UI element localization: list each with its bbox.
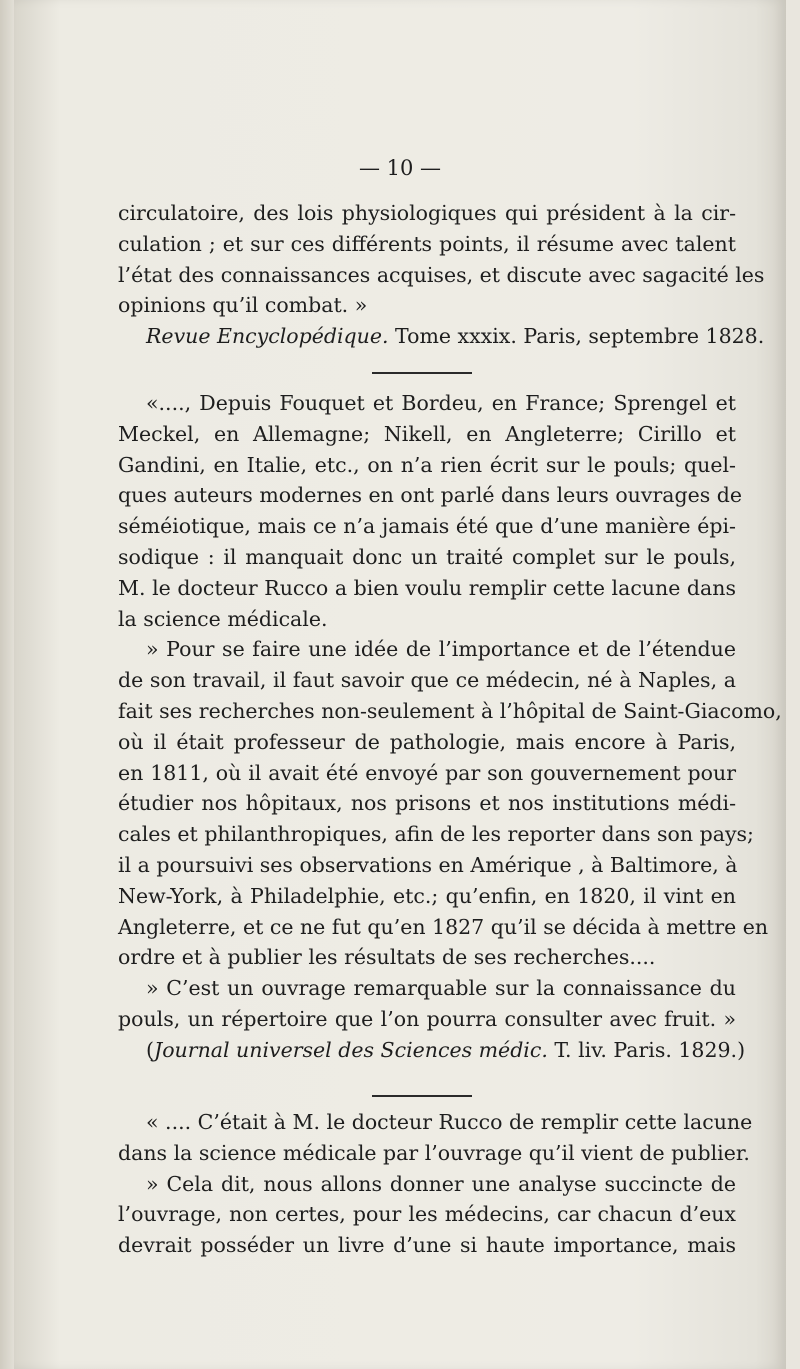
text-line: où il était professeur de pathologie, mais encore à Paris, <box>118 729 736 754</box>
citation-journal <box>118 1035 746 1066</box>
text-line: cales et philanthropiques, afin de les reporter dans son pays; <box>118 822 754 847</box>
citation-revue <box>118 321 765 352</box>
text-line: opinions qu’il combat. » <box>118 293 368 318</box>
text-line: culation ; et sur ces différents points, il résume avec talent <box>118 231 736 256</box>
citation-title: Journal universel des Sciences médic. <box>154 1037 548 1062</box>
text-line: il a poursuivi ses observations en Amérique , à Baltimore, à <box>118 852 738 877</box>
text-line: pouls, un répertoire que l’on pourra consulter avec fruit. » <box>118 1006 736 1031</box>
text-line: ques auteurs modernes en ont parlé dans leurs ouvrages de <box>118 483 743 508</box>
text-line: étudier nos hôpitaux, nos prisons et nos institutions médi- <box>118 791 736 816</box>
text-block-2 <box>118 388 782 1066</box>
separator-rule <box>372 372 472 374</box>
text-line: New-York, à Philadelphie, etc.; qu’enfin, en 1820, il vint en <box>118 883 736 908</box>
text-line: l’ouvrage, non certes, pour les médecins, car chacun d’eux <box>118 1202 736 1227</box>
citation-details: Tome xxxix. Paris, septembre 1828. <box>388 324 765 349</box>
page-number: — 10 — <box>358 156 442 180</box>
separator-rule <box>372 1095 472 1097</box>
text-line: Gandini, en Italie, etc., on n’a rien écrit sur le pouls; quel- <box>118 452 736 477</box>
citation-title: Revue Encyclopédique. <box>146 324 389 349</box>
text-line: M. le docteur Rucco a bien voulu remplir cette lacune dans <box>118 575 736 600</box>
text-line: la science médicale. <box>118 606 328 631</box>
text-line: de son travail, il faut savoir que ce médecin, né à Naples, a <box>118 668 736 693</box>
text-line: » C’est un ouvrage remarquable sur la connaissance du <box>146 976 736 1001</box>
text-block-1 <box>118 198 765 352</box>
text-line: Meckel, en Allemagne; Nikell, en Angleterre; Cirillo et <box>118 421 736 446</box>
page-edge <box>0 0 14 1369</box>
text-line: fait ses recherches non-seulement à l’hôpital de Saint-Giacomo, <box>118 698 782 723</box>
text-line: sodique : il manquait donc un traité complet sur le pouls, <box>118 544 736 569</box>
text-line: devrait posséder un livre d’une si haute importance, mais <box>118 1233 736 1258</box>
text-line: l’état des connaissances acquises, et discute avec sagacité les <box>118 262 765 287</box>
text-line: « .... C’était à M. le docteur Rucco de remplir cette lacune <box>146 1110 753 1134</box>
text-block-3 <box>118 1107 753 1261</box>
text-line: ordre et à publier les résultats de ses recherches.... <box>118 945 656 970</box>
text-line: en 1811, où il avait été envoyé par son gouvernement pour <box>118 760 736 785</box>
text-line: » Cela dit, nous allons donner une analyse succincte de <box>146 1171 736 1196</box>
text-line: circulatoire, des lois physiologiques qui président à la cir- <box>118 201 736 225</box>
text-line: séméiotique, mais ce n’a jamais été que d’une manière épi- <box>118 514 736 539</box>
text-line: » Pour se faire une idée de l’importance et de l’étendue <box>146 637 736 662</box>
text-line: Angleterre, et ce ne fut qu’en 1827 qu’il se décida à mettre en <box>118 914 769 939</box>
citation-open: ( <box>146 1037 154 1062</box>
text-line: «...., Depuis Fouquet et Bordeu, en France; Sprengel et <box>146 391 736 415</box>
citation-details: T. liv. Paris. 1829.) <box>547 1037 746 1062</box>
text-line: dans la science médicale par l’ouvrage qu’il vient de publier. <box>118 1140 750 1165</box>
